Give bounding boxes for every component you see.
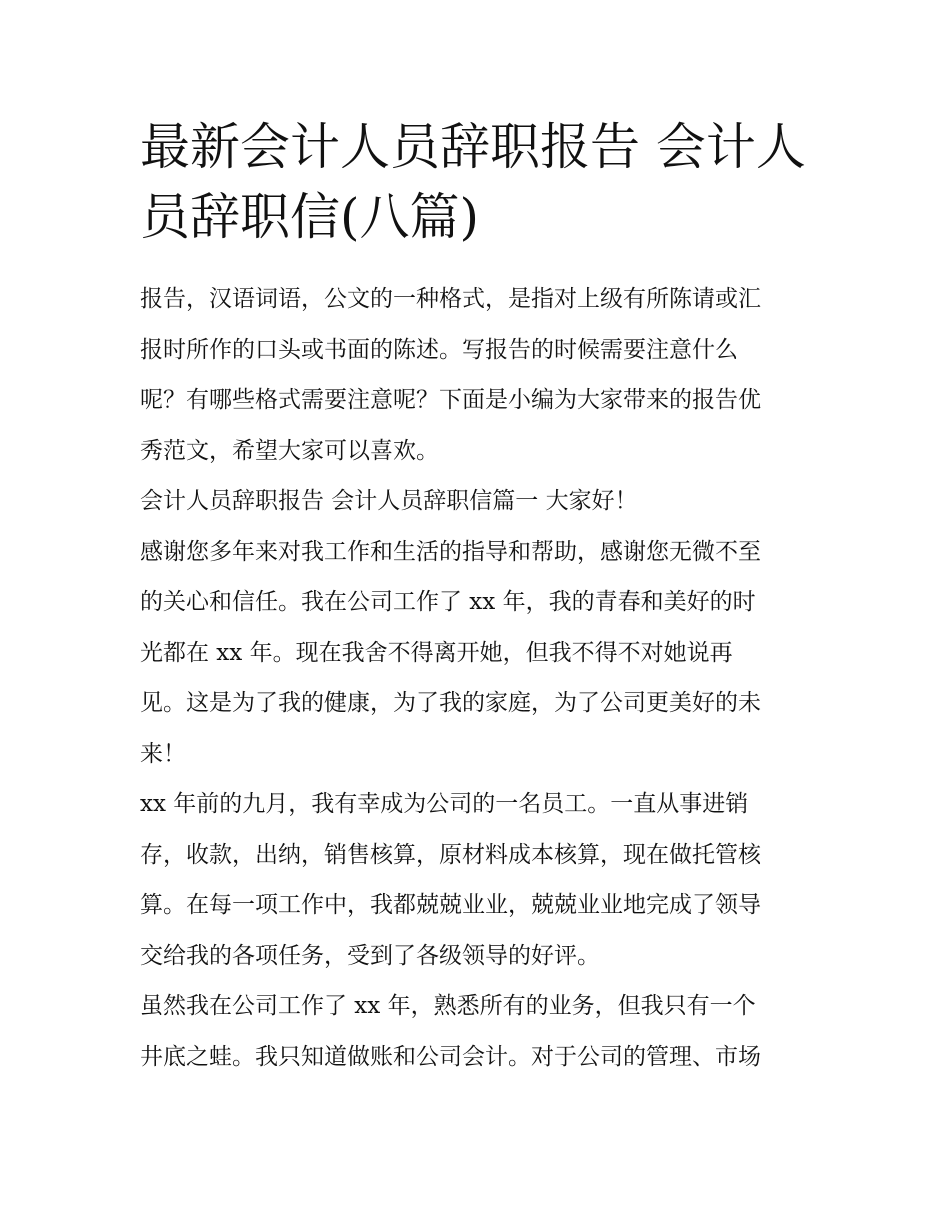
text-line: 见。这是为了我的健康，为了我的家庭，为了公司更美好的未 [140,690,761,716]
text-line: 秀范文，希望大家可以喜欢。 [140,437,439,464]
text-line: 算。在每一项工作中，我都兢兢业业，兢兢业业地完成了领导 [140,892,761,918]
title-line: 最新会计人员辞职报告 会计人 [140,118,806,176]
document-title [140,112,820,252]
text-line: 报告，汉语词语，公文的一种格式，是指对上级有所陈请或汇 [140,286,761,312]
document-body [140,274,812,1082]
text-line: xx 年前的九月，我有幸成为公司的一名员工。一直从事进销 [140,791,749,817]
text-line: 呢？有哪些格式需要注意呢？下面是小编为大家带来的报告优 [140,387,761,413]
text-line: 交给我的各项任务，受到了各级领导的好评。 [140,942,600,969]
text-line: 来！ [140,740,186,767]
text-line: 存，收款，出纳，销售核算，原材料成本核算，现在做托管核 [140,841,761,868]
title-line: 员辞职信(八篇) [140,188,480,246]
text-line: 的关心和信任。我在公司工作了 xx 年，我的青春和美好的时 [140,589,756,615]
text-line: 井底之蛙。我只知道做账和公司会计。对于公司的管理、市场 [140,1043,761,1070]
text-line: 报时所作的口头或书面的陈述。写报告的时候需要注意什么 [140,336,738,363]
text-line: 感谢您多年来对我工作和生活的指导和帮助，感谢您无微不至 [140,538,761,565]
text-line: 虽然我在公司工作了 xx 年，熟悉所有的业务，但我只有一个 [140,993,756,1019]
text-line: 光都在 xx 年。现在我舍不得离开她，但我不得不对她说再 [140,639,733,666]
text-line: 会计人员辞职报告 会计人员辞职信篇一 大家好！ [140,488,638,514]
